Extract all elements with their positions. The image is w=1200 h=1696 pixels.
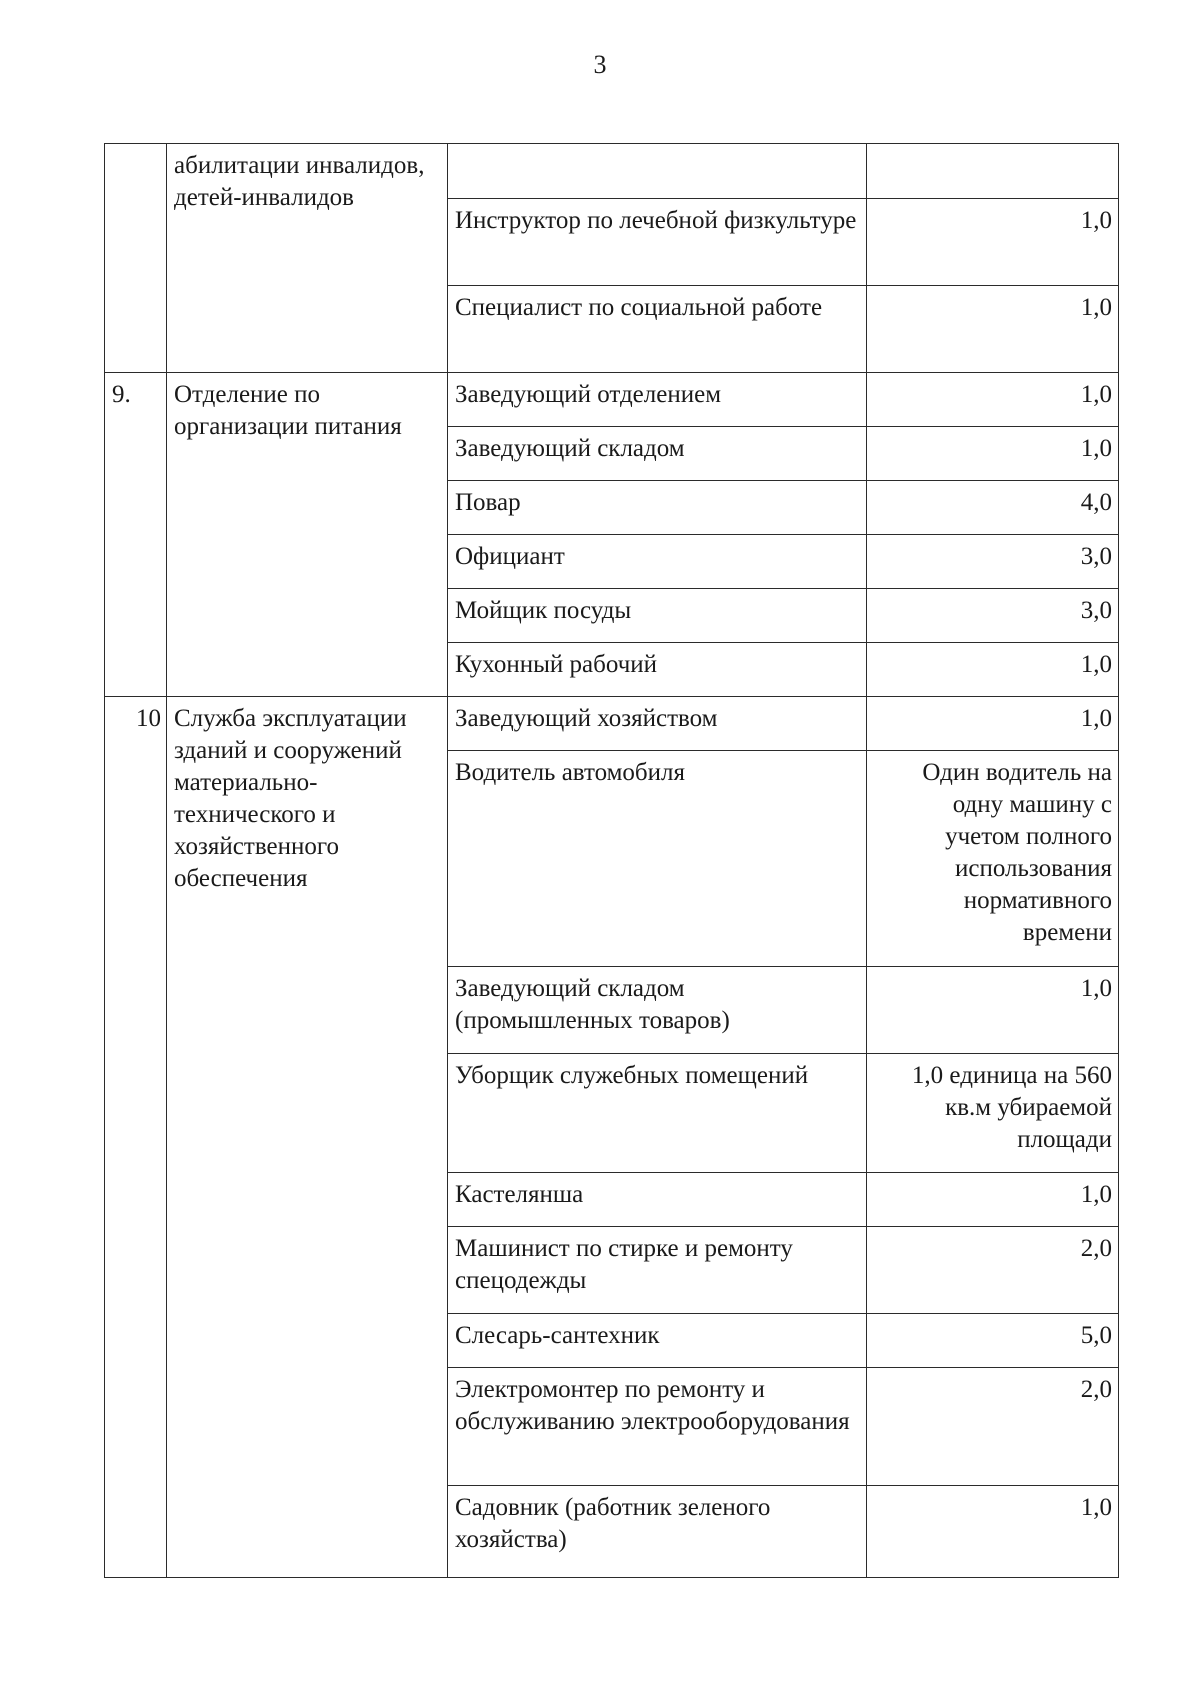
staff-value: 3,0 — [1080, 597, 1112, 624]
staff-cell — [867, 967, 1119, 1054]
staff-cell — [867, 1314, 1119, 1368]
staff-cell — [867, 1173, 1119, 1227]
position-cell — [448, 1173, 867, 1227]
staff-value: Один водитель на одну машину с учетом полного использования нормативного времени — [922, 759, 1112, 946]
position-name: Электромонтер по ремонту и обслуживанию электрооборудования — [455, 1376, 850, 1435]
staff-cell — [867, 751, 1119, 967]
staff-value: 1,0 — [1080, 435, 1112, 462]
staff-value: 1,0 — [1080, 1181, 1112, 1208]
position-cell — [448, 1054, 867, 1173]
position-cell — [448, 751, 867, 967]
department-cell — [167, 373, 448, 697]
staff-cell — [867, 1054, 1119, 1173]
table-row — [105, 697, 1119, 751]
row-number: 10 — [136, 705, 161, 732]
position-cell — [448, 535, 867, 589]
staff-value: 4,0 — [1080, 489, 1112, 516]
row-number: 9. — [112, 381, 131, 408]
staff-cell — [867, 643, 1119, 697]
staff-cell — [867, 535, 1119, 589]
row-number-cell — [105, 697, 167, 1578]
position-name: Водитель автомобиля — [455, 759, 685, 786]
position-cell — [448, 286, 867, 373]
position-name: Уборщик служебных помещений — [455, 1062, 809, 1089]
position-cell — [448, 643, 867, 697]
page-number: 3 — [593, 50, 607, 79]
staff-cell — [867, 697, 1119, 751]
staff-value: 3,0 — [1080, 543, 1112, 570]
staff-cell — [867, 144, 1119, 199]
position-name: Кухонный рабочий — [455, 651, 658, 678]
staff-value: 2,0 — [1080, 1235, 1112, 1262]
position-cell — [448, 1314, 867, 1368]
staff-cell — [867, 589, 1119, 643]
position-name: Мойщик посуды — [455, 597, 632, 624]
position-name: Кастелянша — [455, 1181, 584, 1208]
department-name: Служба эксплуатации зданий и сооружений материально-технического и хозяйственного обеспечения — [174, 705, 407, 892]
department-cell — [167, 144, 448, 373]
row-number-cell — [105, 144, 167, 373]
staff-cell — [867, 1227, 1119, 1314]
position-cell — [448, 697, 867, 751]
staff-cell — [867, 286, 1119, 373]
staff-cell — [867, 1368, 1119, 1486]
department-name: Отделение по организации питания — [174, 381, 402, 440]
department-cell — [167, 697, 448, 1578]
position-cell — [448, 427, 867, 481]
position-name: Машинист по стирке и ремонту спецодежды — [455, 1235, 793, 1294]
position-name: Заведующий складом (промышленных товаров) — [455, 975, 730, 1034]
staff-value: 1,0 — [1080, 651, 1112, 678]
staff-cell — [867, 427, 1119, 481]
table-row — [105, 373, 1119, 427]
staff-value: 1,0 — [1080, 705, 1112, 732]
row-number-cell — [105, 373, 167, 697]
staff-value: 1,0 — [1080, 207, 1112, 234]
position-name: Официант — [455, 543, 565, 570]
position-name: Специалист по социальной работе — [455, 294, 823, 321]
staff-value: 1,0 — [1080, 381, 1112, 408]
table-row — [105, 144, 1119, 199]
position-name: Слесарь-сантехник — [455, 1322, 660, 1349]
staff-cell — [867, 1486, 1119, 1578]
position-name: Заведующий хозяйством — [455, 705, 718, 732]
position-cell — [448, 1486, 867, 1578]
position-name: Повар — [455, 489, 521, 516]
staff-cell — [867, 481, 1119, 535]
staff-cell — [867, 373, 1119, 427]
staff-value: 5,0 — [1080, 1322, 1112, 1349]
position-name: Заведующий складом — [455, 435, 685, 462]
position-name: Заведующий отделением — [455, 381, 722, 408]
position-cell — [448, 373, 867, 427]
position-name: Инструктор по лечебной физкультуре — [455, 207, 857, 234]
staff-value: 1,0 единица на 560 кв.м убираемой площади — [911, 1062, 1112, 1153]
position-name: Садовник (работник зеленого хозяйства) — [455, 1494, 771, 1553]
staff-value: 1,0 — [1080, 294, 1112, 321]
position-cell — [448, 144, 867, 199]
position-cell — [448, 481, 867, 535]
position-cell — [448, 967, 867, 1054]
staffing-table — [104, 143, 1119, 1578]
position-cell — [448, 589, 867, 643]
department-name: абилитации инвалидов, детей-инвалидов — [174, 152, 425, 211]
staff-value: 1,0 — [1080, 975, 1112, 1002]
staff-cell — [867, 199, 1119, 286]
position-cell — [448, 199, 867, 286]
position-cell — [448, 1227, 867, 1314]
staff-value: 1,0 — [1080, 1494, 1112, 1521]
staff-value: 2,0 — [1080, 1376, 1112, 1403]
position-cell — [448, 1368, 867, 1486]
